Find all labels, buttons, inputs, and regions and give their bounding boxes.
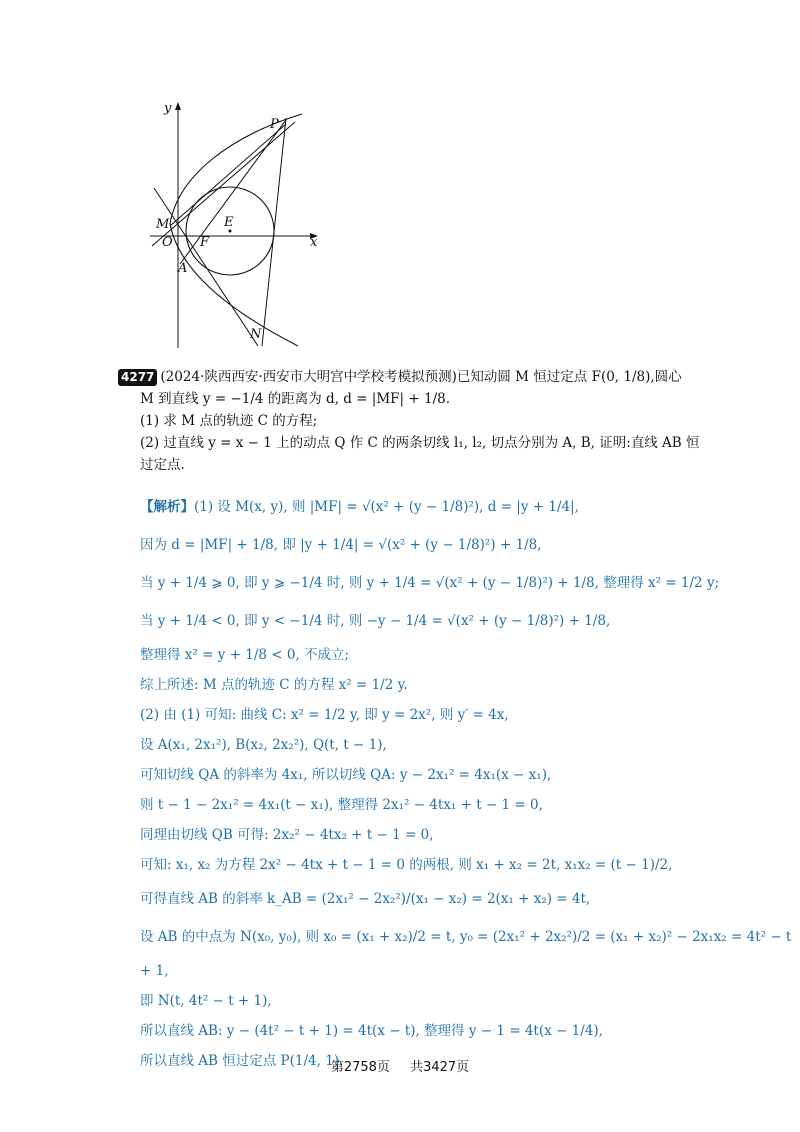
solution-line: 则 t − 1 − 2x₁² = 4x₁(t − x₁), 整理得 2x₁² − 4tx₁ + t − 1 = 0, — [140, 797, 543, 813]
question-2a: (2) 过直线 y = x − 1 上的动点 Q 作 C 的两条切线 l₁, l₂, 切点分别为 A, B, 证明:直线 AB 恒 — [140, 435, 700, 451]
solution-line: + 1, — [140, 963, 169, 979]
line-pn — [262, 118, 286, 346]
solution-line: (2) 由 (1) 可知: 曲线 C: x² = 1/2 y, 即 y = 2x², 则 y′ = 4x, — [140, 707, 509, 723]
figure-svg — [140, 96, 330, 356]
problem-source: (2024·陕西西安·西安市大明宫中学校考模拟预测)已知动圆 M 恒过定点 F(0, 1/8),圆心 — [160, 369, 682, 385]
solution-line: 当 y + 1/4 < 0, 即 y < −1/4 时, 则 −y − 1/4 = √(x² + (y − 1/8)²) + 1/8, — [140, 613, 611, 629]
solution-line: 当 y + 1/4 ⩾ 0, 即 y ⩾ −1/4 时, 则 y + 1/4 = √(x² + (y − 1/8)²) + 1/8, 整理得 x² = 1/2 y; — [140, 575, 720, 591]
page-number: 第2758页 — [330, 1060, 390, 1075]
solution-text: (1) 设 M(x, y), 则 |MF| = √(x² + (y − 1/8)²), d = |y + 1/4|, — [194, 499, 579, 515]
y-axis-arrow — [175, 102, 181, 110]
label-n: N — [250, 327, 262, 342]
problem-statement — [118, 366, 700, 476]
question-1: (1) 求 M 点的轨迹 C 的方程; — [140, 413, 318, 429]
solution-line: 综上所述: M 点的轨迹 C 的方程 x² = 1/2 y. — [140, 677, 408, 693]
solution-line: 整理得 x² = y + 1/8 < 0, 不成立; — [140, 647, 350, 663]
geometry-figure — [140, 96, 330, 360]
problem-number: 4277 — [118, 369, 157, 386]
solution-line: 设 A(x₁, 2x₁²), B(x₂, 2x₂²), Q(t, t − 1), — [140, 737, 387, 753]
label-y: y — [164, 101, 172, 116]
solution-line: 设 AB 的中点为 N(x₀, y₀), 则 x₀ = (x₁ + x₂)/2 = t, y₀ = (2x₁² + 2x₂²)/2 = (x₁ + x₂)² − 2x₁x₂ = 4t² − t — [140, 929, 792, 945]
line-mn — [154, 188, 258, 346]
label-x: x — [310, 235, 318, 250]
line-ap2 — [180, 120, 286, 264]
label-e: E — [224, 215, 234, 230]
question-2b: 过定点. — [140, 457, 185, 473]
solution-line: 即 N(t, 4t² − t + 1), — [140, 993, 272, 1009]
solution-line: 同理由切线 QB 可得: 2x₂² − 4tx₂ + t − 1 = 0, — [140, 827, 434, 843]
label-o: O — [162, 235, 173, 250]
label-f: F — [200, 235, 210, 250]
solution-line: 可得直线 AB 的斜率 k_AB = (2x₁² − 2x₂²)/(x₁ − x₂) = 2(x₁ + x₂) = 4t, — [140, 891, 591, 907]
solution-line: 所以直线 AB: y − (4t² − t + 1) = 4t(x − t), 整理得 y − 1 = 4t(x − 1/4), — [140, 1023, 603, 1039]
label-a: A — [178, 261, 188, 276]
label-m: M — [156, 217, 170, 232]
problem-line-1 — [118, 366, 688, 388]
page-footer — [0, 1056, 800, 1075]
solution-line — [140, 492, 688, 522]
solution-tag: 【解析】 — [140, 499, 194, 515]
solution-line: 可知切线 QA 的斜率为 4x₁, 所以切线 QA: y − 2x₁² = 4x₁(x − x₁), — [140, 767, 552, 783]
solution-line: 因为 d = |MF| + 1/8, 即 |y + 1/4| = √(x² + (y − 1/8)²) + 1/8, — [140, 537, 542, 553]
solution-line: 可知: x₁, x₂ 为方程 2x² − 4tx + t − 1 = 0 的两根, 则 x₁ + x₂ = 2t, x₁x₂ = (t − 1)/2, — [140, 857, 673, 873]
problem-line-2: M 到直线 y = −1/4 的距离为 d, d = |MF| + 1/8. — [140, 391, 451, 407]
solution-line: 所以直线 AB 恒过定点 P(1/4, 1). — [140, 1053, 344, 1069]
label-p: P — [270, 117, 279, 132]
parabola-curve — [170, 114, 302, 346]
solution — [140, 492, 792, 1080]
total-pages: 共3427页 — [410, 1060, 470, 1075]
